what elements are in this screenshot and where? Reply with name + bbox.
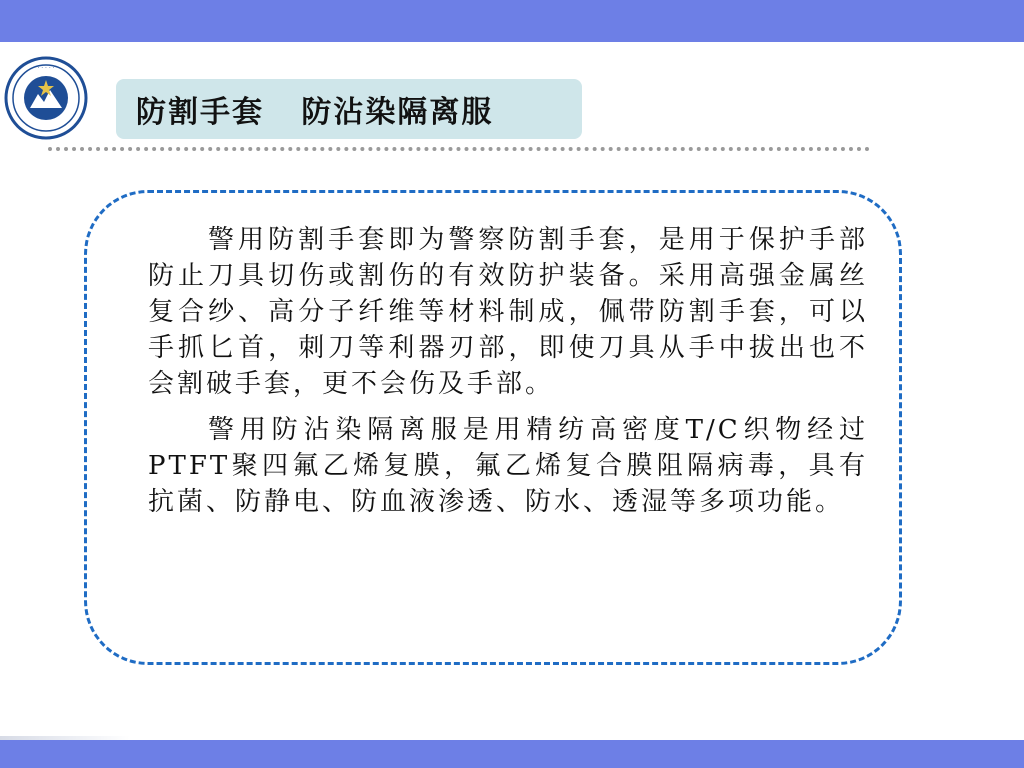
title-box — [116, 79, 582, 139]
police-academy-emblem-icon — [4, 56, 88, 140]
svg-text:· · · · ·: · · · · · — [37, 65, 55, 72]
paragraph-gloves: 警用防割手套即为警察防割手套，是用于保护手部防止刀具切伤或割伤的有效防护装备。采用高强金属丝复合纱、高分子纤维等材料制成，佩带防割手套，可以手抓匕首，刺刀等利器刃部，即使刀具从手中拔出也不会割破手套，更不会伤及手部。 — [148, 225, 868, 399]
page-title: 防割手套 防沾染隔离服 — [136, 95, 494, 130]
content-body — [148, 222, 868, 530]
top-bar — [0, 0, 1024, 42]
bottom-bar — [0, 740, 1024, 768]
paragraph-isolation-suit: 警用防沾染隔离服是用精纺高密度T/C织物经过PTFT聚四氟乙烯复膜，氟乙烯复合膜阻隔病毒，具有抗菌、防静电、防血液渗透、防水、透湿等多项功能。 — [148, 415, 868, 517]
title-divider — [48, 147, 870, 151]
